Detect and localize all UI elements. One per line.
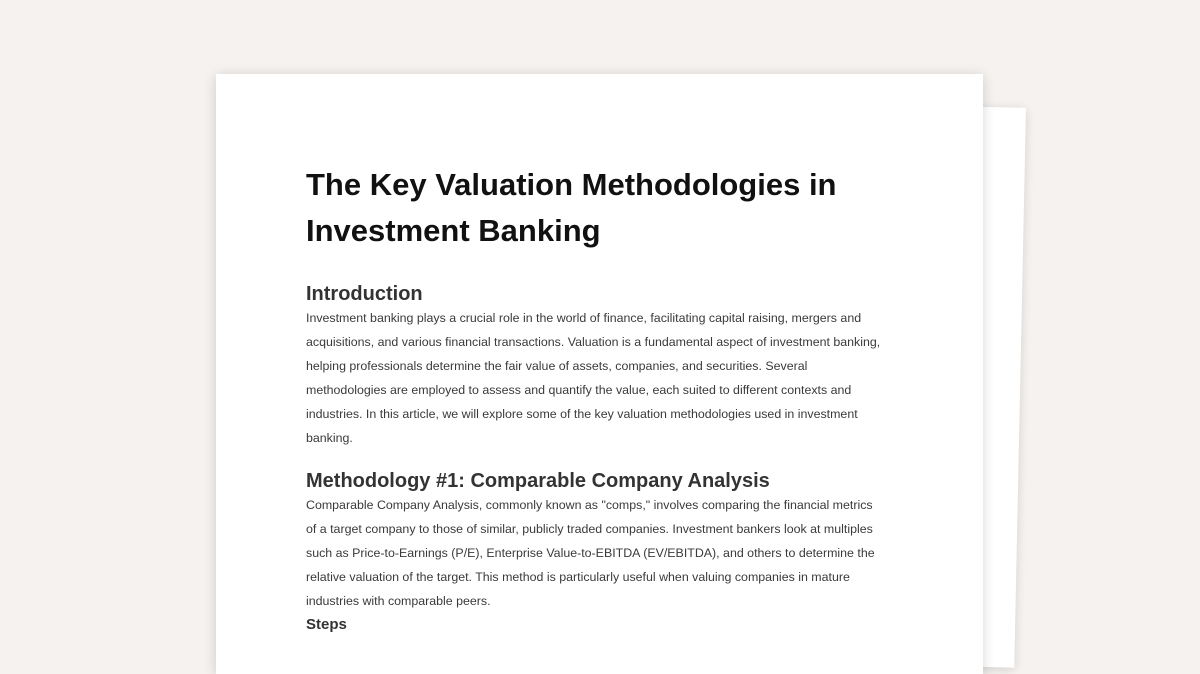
introduction-paragraph	[306, 306, 891, 450]
paragraph-line: industries with comparable peers.	[306, 594, 491, 608]
steps-heading: Steps	[306, 616, 347, 633]
paragraph-line: Investment banking plays a crucial role in the world of finance, facilitating capital raising, mergers and	[306, 311, 862, 325]
paragraph-line: acquisitions, and various financial transactions. Valuation is a fundamental aspect of investment banking,	[306, 335, 881, 349]
document-content	[306, 162, 891, 637]
introduction-heading: Introduction	[306, 283, 423, 305]
paragraph-line: relative valuation of the target. This method is particularly useful when valuing companies in mature	[306, 570, 850, 584]
paragraph-line: methodologies are employed to assess and quantify the value, each suited to different contexts and	[306, 383, 852, 397]
paragraph-line: Comparable Company Analysis, commonly known as "comps," involves comparing the financial metrics	[306, 498, 873, 512]
document-title: The Key Valuation Methodologies in Investment Banking	[306, 167, 837, 248]
document-page	[216, 74, 983, 674]
paragraph-line: banking.	[306, 431, 353, 445]
paragraph-line: helping professionals determine the fair value of assets, companies, and securities. Several	[306, 359, 808, 373]
paragraph-line: of a target company to those of similar, publicly traded companies. Investment bankers look at multiples	[306, 522, 873, 536]
methodology-1-heading: Methodology #1: Comparable Company Analysis	[306, 470, 770, 492]
paragraph-line: industries. In this article, we will explore some of the key valuation methodologies used in investment	[306, 407, 858, 421]
methodology-1-paragraph	[306, 493, 891, 613]
paragraph-line: such as Price-to-Earnings (P/E), Enterprise Value-to-EBITDA (EV/EBITDA), and others to determine the	[306, 546, 875, 560]
